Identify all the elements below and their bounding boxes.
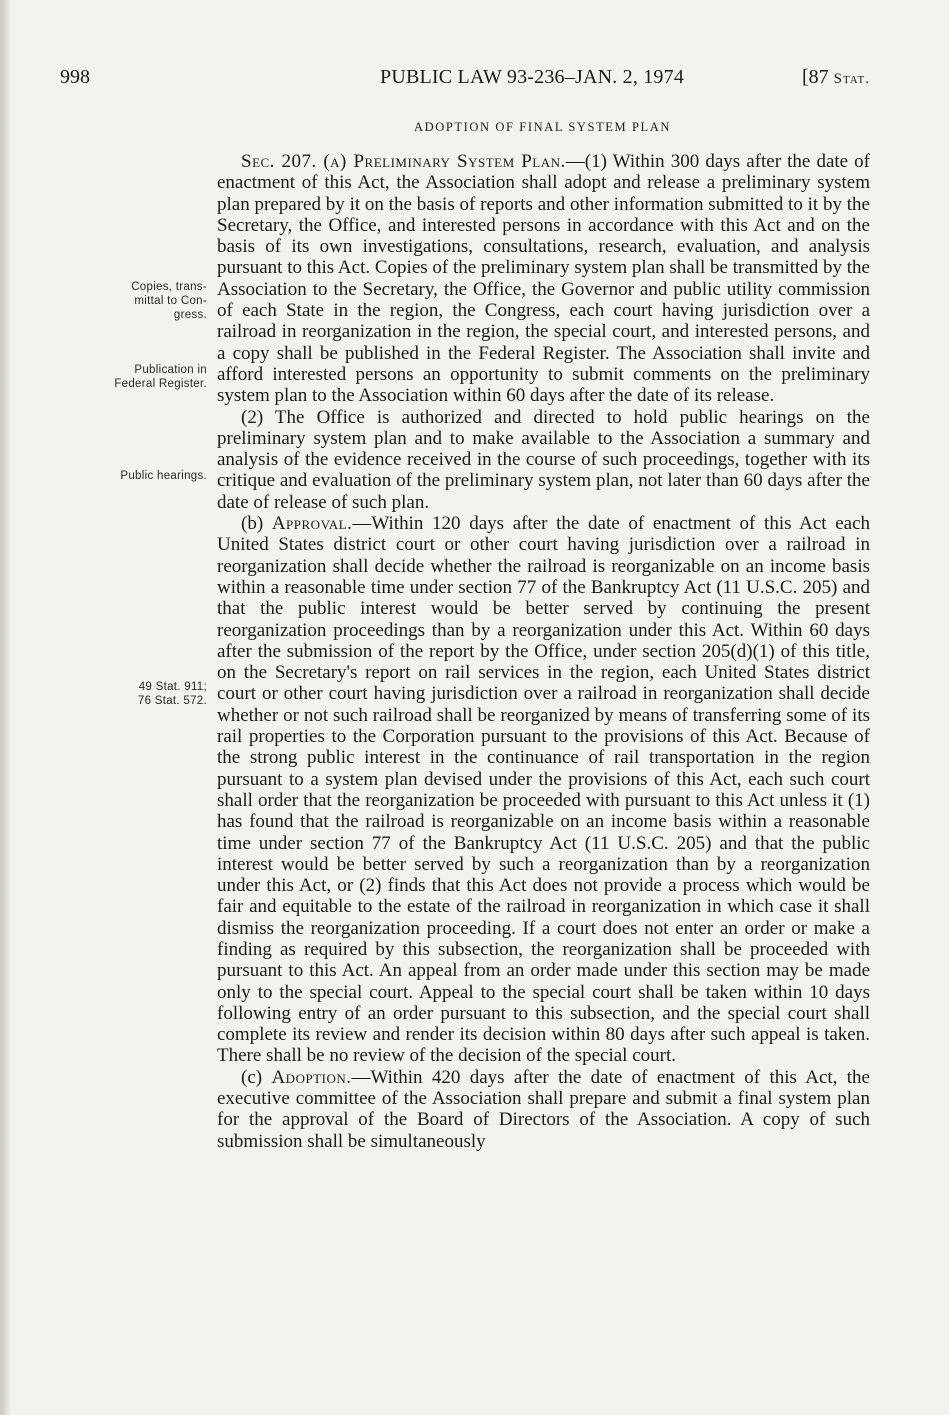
header-title: PUBLIC LAW 93-236–JAN. 2, 1974 <box>380 66 685 88</box>
running-header <box>60 66 870 94</box>
margin-note-statute-citation: 49 Stat. 911; 76 Stat. 572. <box>137 681 207 707</box>
section-heading: ADOPTION OF FINAL SYSTEM PLAN <box>413 120 672 134</box>
margin-note-publication: Publication in Federal Register. <box>114 364 207 390</box>
margin-note-public-hearings: Public hearings. <box>120 470 207 482</box>
page-number: 998 <box>60 66 90 88</box>
subsection-b-label: (b) <box>241 513 272 535</box>
body-text <box>217 151 870 1152</box>
statute-label: Stat. <box>833 71 870 87</box>
paragraph-section-b <box>217 513 870 1067</box>
page-edge-shadow <box>0 0 10 1415</box>
section-number: Sec. 207. (a) <box>241 151 354 172</box>
subsection-a-text: —(1) Within 300 days after the date of enactment of this Act, the Association shall adopt and release a preliminary system plan prepared by it on the basis of reports and other information submitted to it by the Secretary, the Office, and interested persons in accordance with this Act and on the basis of its own investigations, consultations, research, evaluation, and analysis pursuant to this Act. Copies of the preliminary system plan shall be transmitted by the Association to the Secretary, the Office, the Governor and public utility commission of each State in the region, the Congress, each court having jurisdiction over a railroad in reorganization in the region, the special court, and interested persons, and a copy shall be published in the Federal Register. The Association shall invite and afford interested persons an opportunity to submit comments on the preliminary system plan to the Association within 60 days after the date of its release. <box>217 151 870 407</box>
subsection-a-heading: Preliminary System Plan. <box>353 151 566 172</box>
paragraph-section-a2: (2) The Office is authorized and directed to hold public hearings on the preliminary system plan and to make available to the Association a summary and analysis of the evidence received in the course of such proceedings, together with its critique and evaluation of the preliminary system plan, not later than 60 days after the date of release of such plan. <box>217 406 870 513</box>
subsection-c-label: (c) <box>241 1066 272 1088</box>
subsection-b-text: —Within 120 days after the date of enactment of this Act each United States district court or other court having jurisdiction over a railroad in reorganization shall decide whether the railroad is reorganizable on an income basis within a reasonable time under section 77 of the Bankruptcy Act (11 U.S.C. 205) and that the public interest would be better served by continuing the present reorganization proceedings than by a reorganization under this Act. Within 60 days after the submission of the report by the Office, under section 205(d)(1) of this title, on the Secretary's report on rail services in the region, each United States district court or other court having jurisdiction over a railroad in reorganization shall decide whether or not such railroad shall be reorganized by means of transferring some of its rail properties to the Corporation pursuant to the provisions of this Act. Because of the strong public interest in the continuance of rail transportation in the region pursuant to a system plan devised under the provisions of this Act, each such court shall order that the reorganization be proceeded with pursuant to this Act unless it (1) has found that the railroad is reorganizable on an income basis within a reasonable time under section 77 of the Bankruptcy Act (11 U.S.C. 205) and that the public interest would be better served by such a reorganization than by a reorganization under this Act, or (2) finds that this Act does not provide a process which would be fair and equitable to the estate of the railroad in reorganization in which case it shall dismiss the reorganization proceeding. If a court does not enter an order or make a finding as required by this subsection, the reorganization shall be proceeded with pursuant to this Act. An appeal from an order made under this section may be made only to the special court. Appeal to the special court shall be taken within 10 days following entry of an order pursuant to this subsection, and the special court shall complete its review and render its decision within 80 days after such appeal is taken. There shall be no review of the decision of the special court. <box>217 513 871 1067</box>
subsection-b-heading: Approval. <box>271 513 353 535</box>
subsection-c-heading: Adoption. <box>271 1066 352 1088</box>
paragraph-section-c <box>217 1067 870 1152</box>
statute-bracket: [87 <box>801 66 834 88</box>
subsection-c-text: —Within 420 days after the date of enactment of this Act, the executive committee of the Association shall prepare and submit a final system plan for the approval of the Board of Directors of the Association. A copy of such submission shall be simultaneously <box>217 1066 870 1152</box>
margin-note-copies: Copies, trans- mittal to Con- gress. <box>131 281 207 321</box>
statute-reference <box>802 66 870 89</box>
paragraph-section-a1 <box>217 151 870 407</box>
